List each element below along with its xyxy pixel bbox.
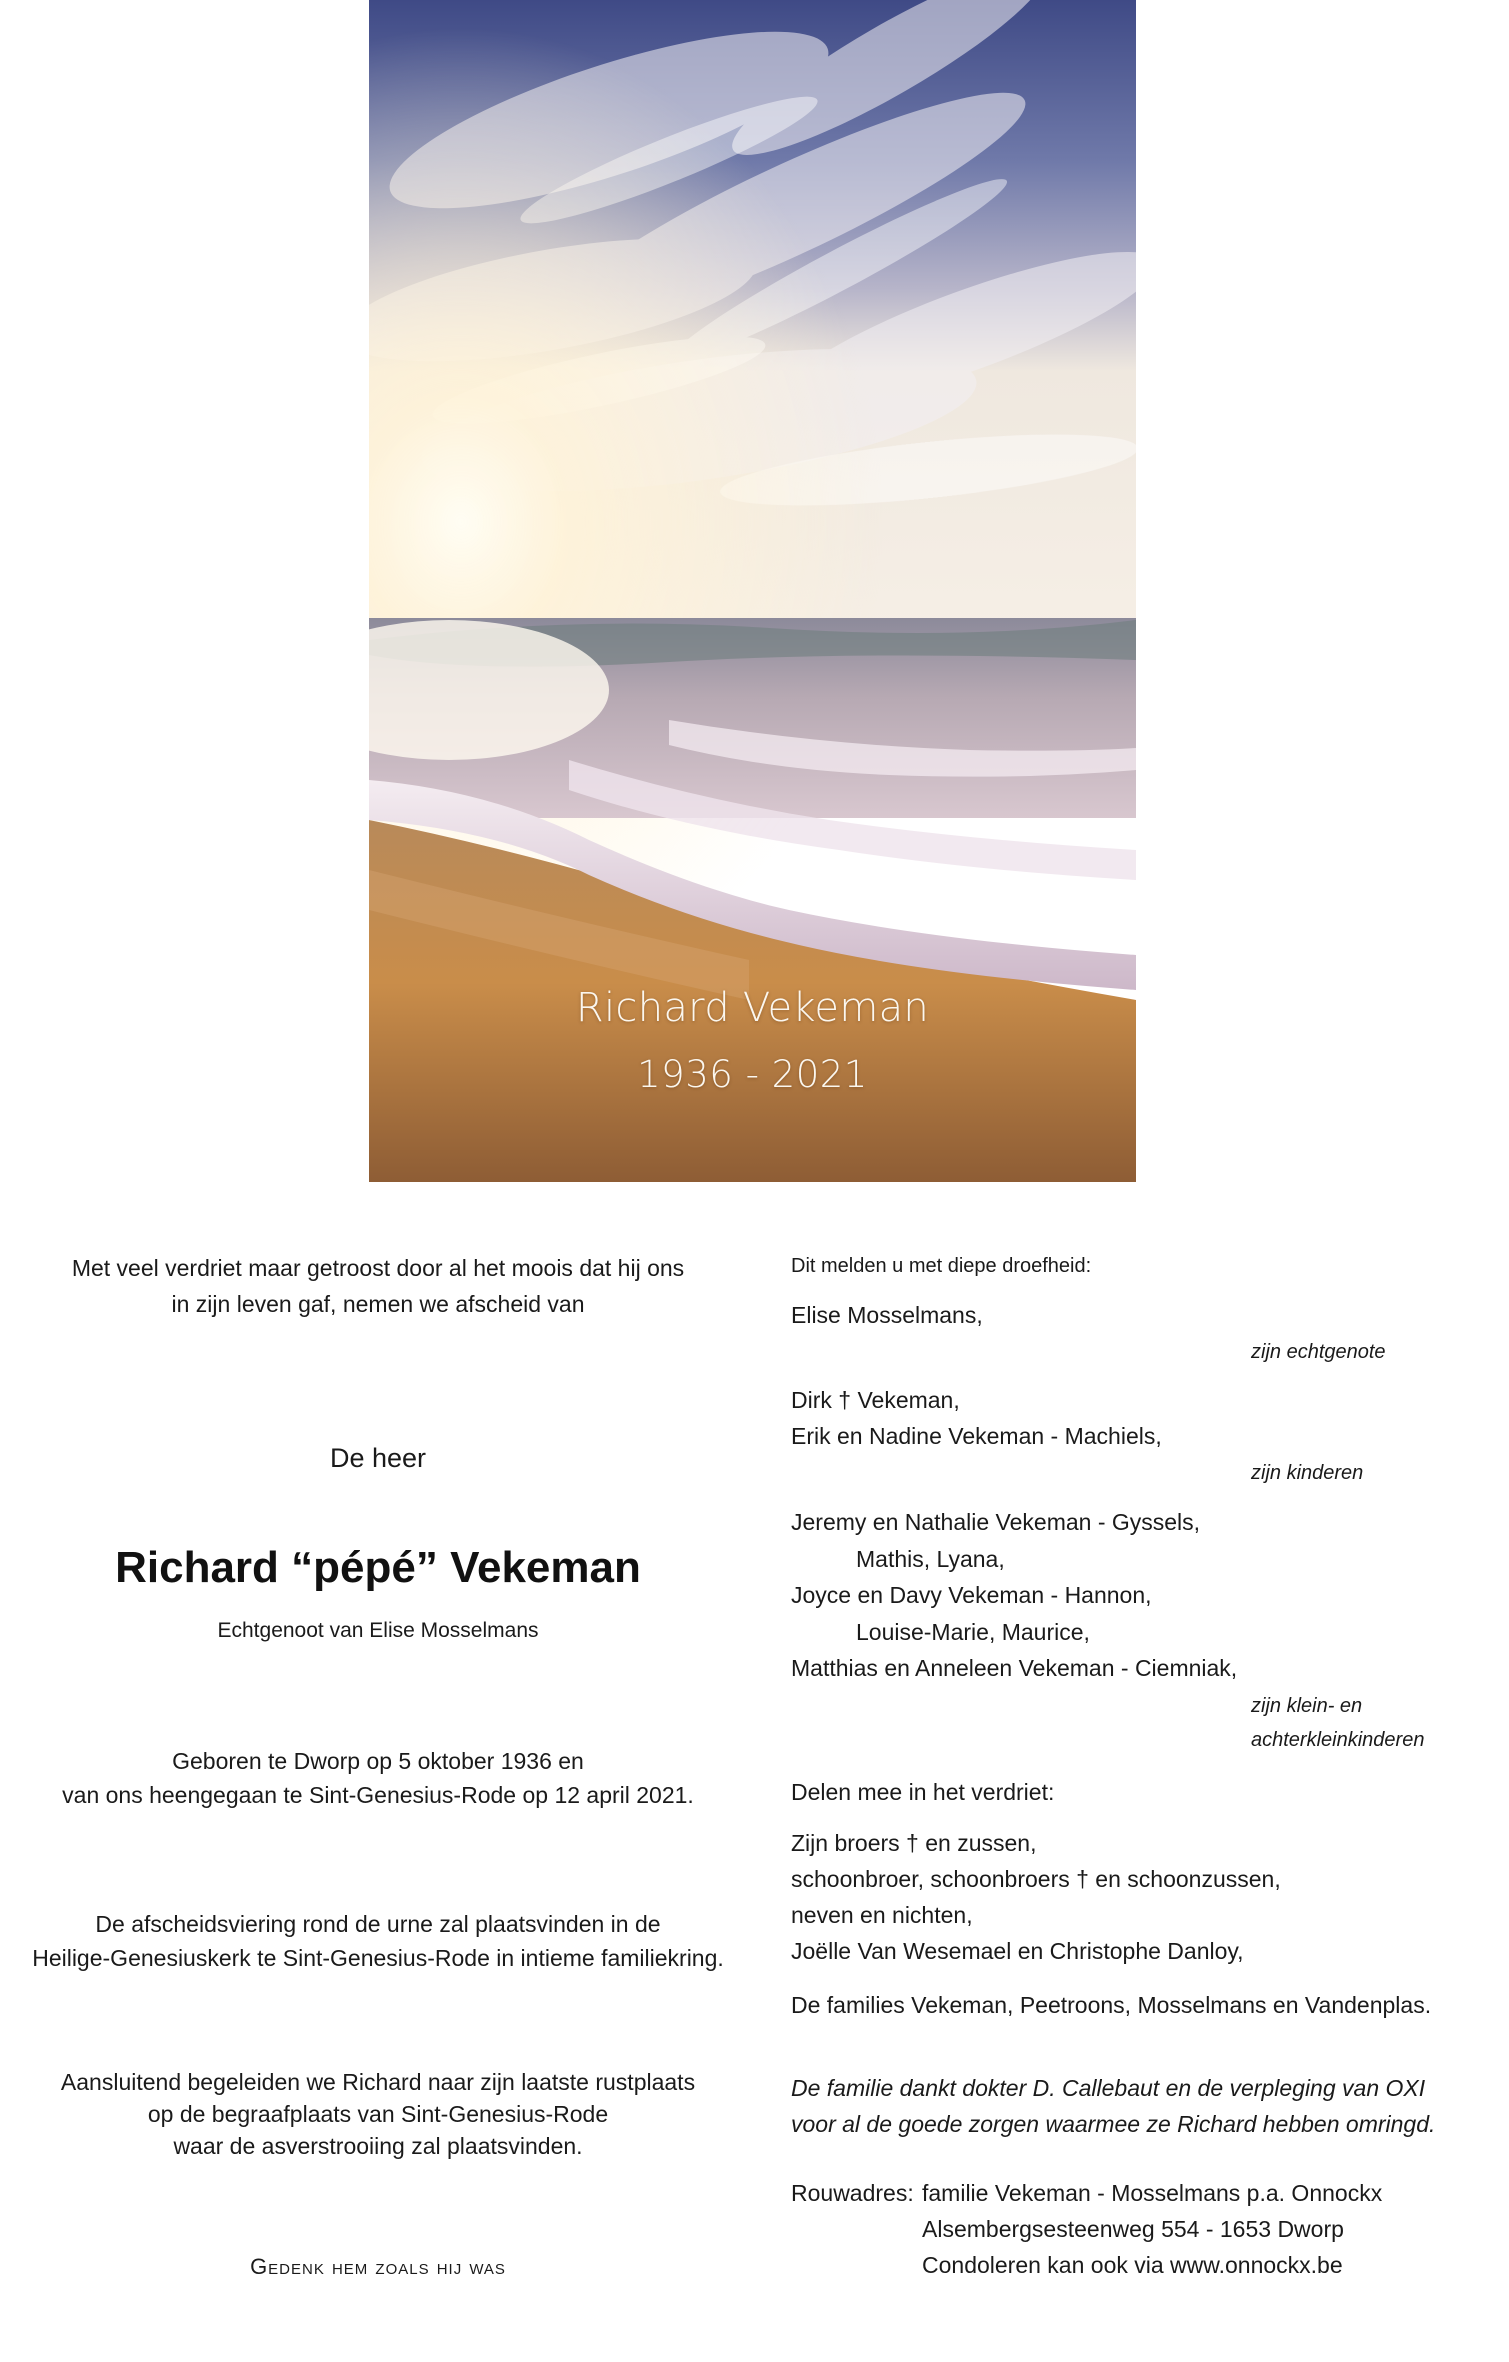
- memorial-photo: [369, 0, 1136, 1182]
- photo-name: Richard Vekeman: [575, 985, 930, 1031]
- thanks-line-1: De familie dankt dokter D. Callebaut en de verpleging van OXI: [791, 2075, 1426, 2101]
- share-heading: Delen mee in het verdriet:: [791, 1779, 1055, 1805]
- death-line: van ons heengegaan te Sint-Genesius-Rode op 12 april 2021.: [62, 1782, 694, 1808]
- ceremony-line-2: Heilige-Genesiuskerk te Sint-Genesius-Rode in intieme familiekring.: [32, 1945, 724, 1971]
- burial-line-1: Aansluitend begeleiden we Richard naar zijn laatste rustplaats: [60, 2069, 696, 2095]
- families-line: De families Vekeman, Peetroons, Mosselmans en Vandenplas.: [791, 1992, 1432, 2018]
- title-line: De heer: [329, 1443, 427, 1473]
- intro-line-2: in zijn leven gaf, nemen we afscheid van: [171, 1291, 585, 1317]
- spouse-role: zijn echtgenote: [1251, 1341, 1386, 1363]
- spouse-line: Echtgenoot van Elise Mosselmans: [217, 1619, 539, 1642]
- thanks-line-2: voor al de goede zorgen waarmee ze Richard hebben omringd.: [791, 2111, 1436, 2137]
- photo-years: 1936 - 2021: [637, 1053, 868, 1096]
- burial-line-2: op de begraafplaats van Sint-Genesius-Rode: [147, 2101, 609, 2127]
- intro-line-1: Met veel verdriet maar getroost door al het moois dat hij ons: [71, 1255, 685, 1281]
- relatives-line-3: neven en nichten,: [791, 1902, 973, 1928]
- grandchild-line-2: Mathis, Lyana,: [856, 1546, 1005, 1572]
- grandchild-line-1: Jeremy en Nathalie Vekeman - Gyssels,: [791, 1509, 1201, 1535]
- grandchild-line-4: Louise-Marie, Maurice,: [856, 1619, 1090, 1645]
- address-label: Rouwadres:: [791, 2180, 914, 2206]
- grandchildren-role-2: achterkleinkinderen: [1251, 1729, 1425, 1751]
- relatives-line-1: Zijn broers † en zussen,: [791, 1830, 1037, 1856]
- grandchild-line-5: Matthias en Anneleen Vekeman - Ciemniak,: [791, 1655, 1238, 1681]
- address-line-1: familie Vekeman - Mosselmans p.a. Onnockx: [922, 2180, 1383, 2206]
- deceased-full-name: Richard “pépé” Vekeman: [115, 1543, 641, 1592]
- address-line-3: Condoleren kan ook via www.onnockx.be: [922, 2252, 1343, 2278]
- ceremony-line-1: De afscheidsviering rond de urne zal plaatsvinden in de: [95, 1911, 661, 1937]
- announce-line: Dit melden u met diepe droefheid:: [791, 1255, 1092, 1277]
- grandchildren-role-1: zijn klein- en: [1251, 1695, 1363, 1717]
- children-role: zijn kinderen: [1251, 1462, 1364, 1484]
- birth-line: Geboren te Dworp op 5 oktober 1936 en: [172, 1748, 584, 1774]
- address-line-2: Alsembergsesteenweg 554 - 1653 Dworp: [922, 2216, 1344, 2242]
- child-2: Erik en Nadine Vekeman - Machiels,: [791, 1423, 1162, 1449]
- closing-motto: Gedenk hem zoals hij was: [250, 2254, 506, 2279]
- spouse-name: Elise Mosselmans,: [791, 1302, 983, 1328]
- relatives-line-2: schoonbroer, schoonbroers † en schoonzussen,: [791, 1866, 1281, 1892]
- grandchild-line-3: Joyce en Davy Vekeman - Hannon,: [791, 1582, 1152, 1608]
- burial-line-3: waar de asverstrooiing zal plaatsvinden.: [173, 2133, 583, 2159]
- relatives-line-4: Joëlle Van Wesemael en Christophe Danloy,: [791, 1938, 1244, 1964]
- child-1: Dirk † Vekeman,: [791, 1387, 960, 1413]
